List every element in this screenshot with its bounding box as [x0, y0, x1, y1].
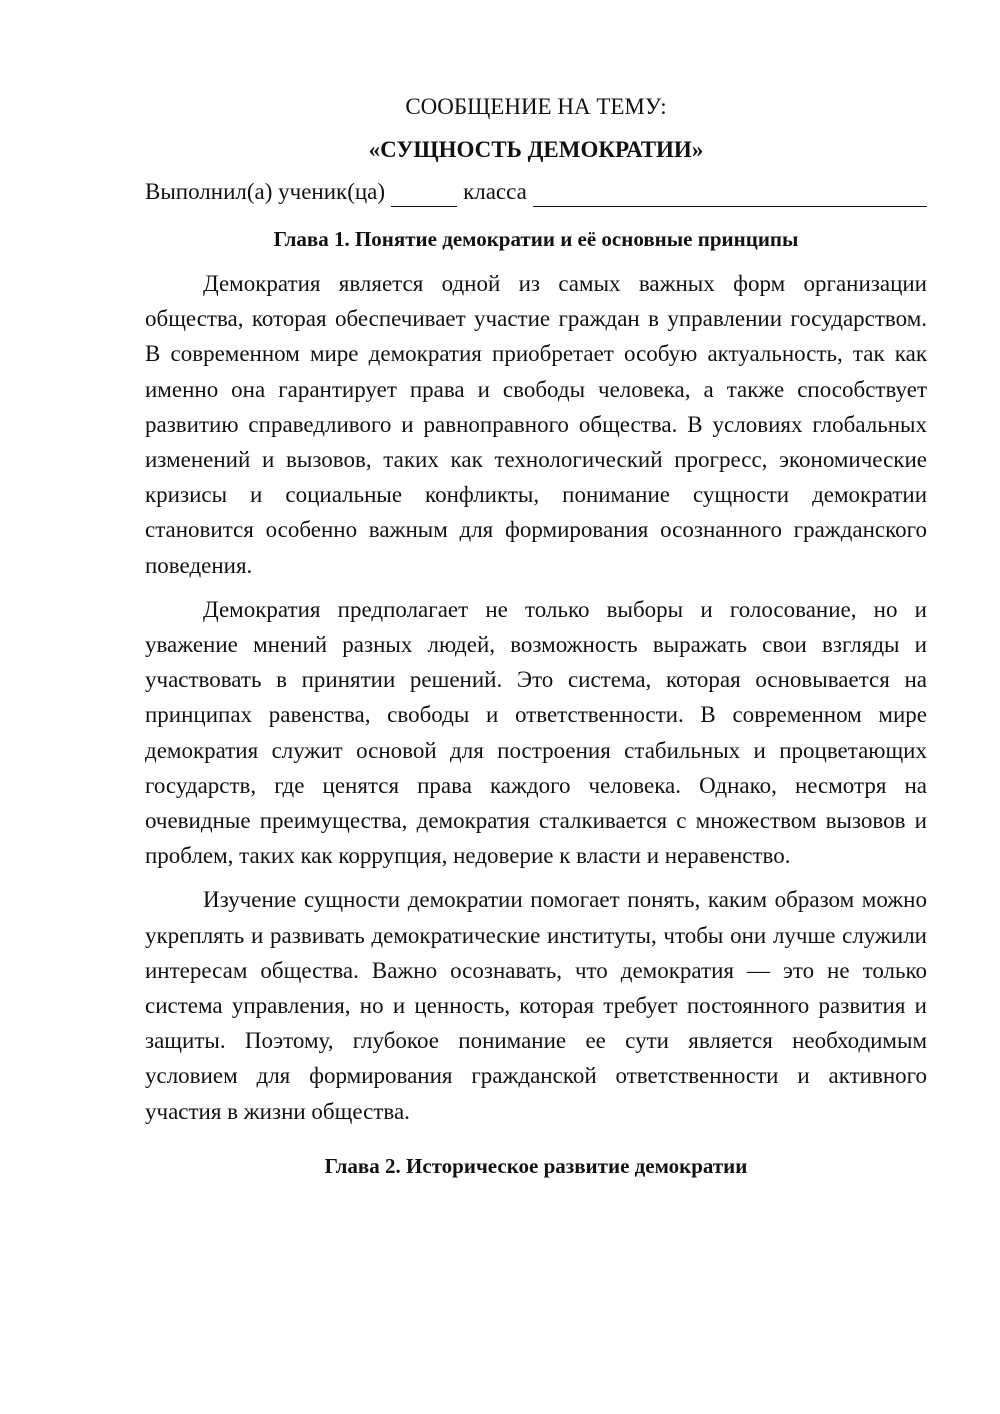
author-label: Выполнил(а) ученик(ца)	[145, 179, 386, 204]
paragraph-2: Демократия предполагает не только выборы и голосование, но и уважение мнений разных людей, возможность выражать свои взгляды и участвовать в принятии решений. Это система, которая основывается на принципах равенства, свободы и ответственности. В современном мире демократия служит основой для построения стабильных и процветающих государств, где ценятся права каждого человека. Однако, несмотря на очевидные преимущества, демократия сталкивается с множеством вызовов и проблем, таких как коррупция, недоверие к власти и неравенство.	[145, 596, 927, 869]
chapter-1-heading: Глава 1. Понятие демократии и её основные принципы	[273, 227, 799, 251]
document-title-topic: «СУЩНОСТЬ ДЕМОКРАТИИ»	[368, 137, 704, 162]
paragraph-1: Демократия является одной из самых важных форм организации общества, которая обеспечивает участие граждан в управлении государством. В современном мире демократия приобретает особую актуальность, так как именно она гарантирует права и свободы человека, а также способствует развитию справедливого и равноправного общества. В условиях глобальных изменений и вызовов, таких как технологический прогресс, экономические кризисы и социальные конфликты, понимание сущности демократии становится особенно важным для формирования осознанного гражданского поведения.	[145, 271, 927, 578]
chapter-2-heading: Глава 2. Историческое развитие демократии	[324, 1153, 748, 1178]
author-name-blank	[533, 186, 927, 207]
class-number-blank	[391, 186, 457, 207]
author-line	[145, 177, 927, 207]
paragraph-3: Изучение сущности демократии помогает понять, каким образом можно укреплять и развивать демократические институты, чтобы они лучше служили интересам общества. Важно осознавать, что демократия — это не только система управления, но и ценность, которая требует постоянного развития и защиты. Поэтому, глубокое понимание ее сути является необходимым условием для формирования гражданской ответственности и активного участия в жизни общества.	[145, 887, 927, 1124]
class-label: класса	[463, 179, 527, 204]
document-title-line1: СООБЩЕНИЕ НА ТЕМУ:	[405, 94, 667, 119]
document-page	[145, 92, 927, 1193]
